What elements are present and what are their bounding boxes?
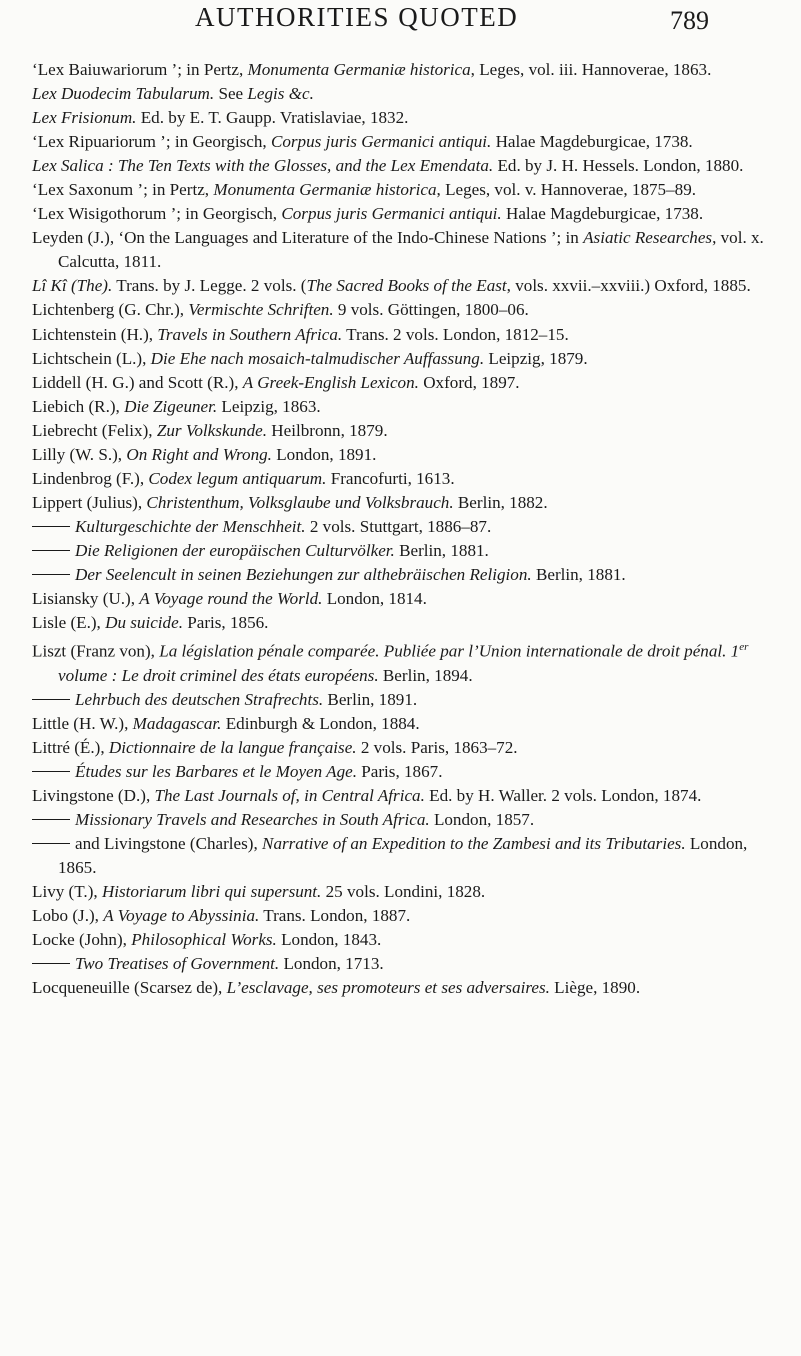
page-number: 789 (670, 6, 709, 35)
bibliography-entry (32, 904, 780, 928)
entry-italic-text: A Greek-English Lexicon. (242, 372, 419, 392)
entry-italic-text: Lî Kî (The). (32, 276, 113, 296)
entry-text: Liebrecht (Felix), (32, 420, 157, 440)
entry-text: Leipzig, 1879. (484, 348, 588, 368)
running-head (0, 2, 801, 42)
bibliography-entry (32, 395, 780, 419)
bibliography-list (32, 58, 780, 1001)
entry-text: Berlin, 1881. (394, 540, 489, 560)
bibliography-entry (32, 880, 780, 904)
entry-italic-text: Christenthum, Volksglaube und Volksbrauch. (146, 492, 454, 512)
entry-text: Berlin, 1894. (378, 665, 473, 685)
bibliography-entry (32, 539, 780, 563)
bibliography-entry (32, 736, 780, 760)
entry-italic-text: The Last Journals of, in Central Africa. (154, 786, 425, 806)
entry-text: Berlin, 1881. (531, 564, 626, 584)
entry-text: Liège, 1890. (549, 978, 641, 998)
entry-text: Paris, 1856. (182, 613, 269, 633)
entry-text: Lichtenstein (H.), (32, 324, 158, 344)
entry-text: Livingstone (D.), (32, 786, 155, 806)
entry-text: Lobo (J.), (32, 906, 104, 926)
entry-italic-text: Die Ehe nach mosaich-talmudischer Auffassung. (150, 348, 485, 368)
entry-italic-text: Die Religionen der europäischen Culturvölker. (75, 540, 395, 560)
entry-text: Oxford, 1897. (418, 372, 520, 392)
entry-text: Ed. by H. Waller. 2 vols. London, 1874. (424, 786, 702, 806)
bibliography-entry (32, 712, 780, 736)
bibliography-entry (32, 154, 780, 178)
entry-text: Heilbronn, 1879. (267, 420, 388, 440)
entry-text: Livy (T.), (32, 882, 102, 902)
bibliography-entry (32, 347, 780, 371)
entry-text: Lisle (E.), (32, 613, 106, 633)
entry-text: , Leges, vol. v. Hannoverae, 1875–89. (436, 180, 697, 200)
entry-italic-text: Du suicide. (105, 613, 183, 633)
entry-text: Leipzig, 1863. (217, 396, 321, 416)
entry-italic-text: Travels in Southern Africa. (157, 324, 343, 344)
entry-italic-text: Narrative of an Expedition to the Zambesi and its Tributaries. (262, 834, 686, 854)
bibliography-entry (32, 419, 780, 443)
entry-italic-text: Philosophical Works. (131, 930, 277, 950)
entry-italic-text: L’esclavage, ses promoteurs et ses adversaires. (226, 978, 550, 998)
entry-text: London, 1814. (322, 589, 427, 609)
entry-italic-text: A Voyage to Abyssinia. (103, 906, 260, 926)
entry-italic-text: Two Treatises of Government. (75, 954, 280, 974)
bibliography-entry (32, 371, 780, 395)
entry-text: Leyden (J.), ‘On the Languages and Literature of the Indo-Chinese Nations ’; in (32, 228, 584, 248)
bibliography-entry (32, 688, 780, 712)
entry-text: See (214, 84, 248, 104)
entry-italic-text: A Voyage round the World. (139, 589, 323, 609)
entry-italic-text: On Right and Wrong. (126, 444, 272, 464)
bibliography-entry (32, 226, 780, 274)
entry-italic-text: Lex Salica : The Ten Texts with the Glosses, and the Lex Emendata. (32, 156, 494, 176)
entry-text: Trans. London, 1887. (259, 906, 411, 926)
ditto-dash (32, 843, 70, 844)
entry-text: Ed. by E. T. Gaupp. Vratislaviae, 1832. (136, 108, 409, 128)
entry-text: , vol. x. Calcutta, 1811. (58, 228, 764, 272)
entry-italic-text: volume : Le droit criminel des états européens. (58, 665, 379, 685)
bibliography-entry (32, 298, 780, 322)
entry-text: Lilly (W. S.), (32, 444, 127, 464)
entry-text: London, 1713. (279, 954, 384, 974)
entry-text: Lichtschein (L.), (32, 348, 151, 368)
entry-text: Little (H. W.), (32, 713, 133, 733)
entry-italic-text: Der Seelencult in seinen Beziehungen zur althebräischen Religion. (75, 564, 532, 584)
entry-text: Lichtenberg (G. Chr.), (32, 300, 189, 320)
bibliography-entry (32, 515, 780, 539)
bibliography-entry (32, 323, 780, 347)
entry-text: Liebich (R.), (32, 396, 125, 416)
ditto-dash (32, 550, 70, 551)
bibliography-entry (32, 467, 780, 491)
entry-text: Liddell (H. G.) and Scott (R.), (32, 372, 243, 392)
entry-italic-text: Dictionnaire de la langue française. (108, 738, 357, 757)
bibliography-entry (32, 130, 780, 154)
entry-italic-text: Zur Volkskunde. (156, 420, 267, 440)
bibliography-entry (32, 760, 780, 784)
bibliography-entry (32, 928, 780, 952)
entry-italic-text: Corpus juris Germanici antiqui. (281, 204, 502, 224)
entry-italic-text: Die Zigeuner. (124, 396, 218, 416)
entry-italic-text: Vermischte Schriften. (188, 300, 334, 320)
entry-text: Berlin, 1882. (453, 492, 548, 512)
bibliography-entry (32, 178, 780, 202)
bibliography-entry (32, 274, 780, 298)
bibliography-entry (32, 952, 780, 976)
entry-text: ‘Lex Wisigothorum ’; in Georgisch, (32, 204, 282, 224)
entry-text: Lippert (Julius), (32, 492, 147, 512)
bibliography-entry (32, 635, 780, 688)
bibliography-entry (32, 784, 780, 808)
bibliography-entry (32, 58, 780, 82)
entry-text: 25 vols. Londini, 1828. (321, 882, 486, 902)
entry-text: Ed. by J. H. Hessels. London, 1880. (493, 156, 744, 176)
entry-italic-text: Asiatic Researches (583, 228, 713, 248)
entry-text: Trans. 2 vols. London, 1812–15. (342, 324, 569, 344)
entry-italic-text: La législation pénale comparée. Publiée par l’Union internationale de droit pénal. 1 (159, 641, 740, 661)
entry-italic-text: Missionary Travels and Researches in South Africa. (75, 810, 430, 830)
entry-italic-text: Historiarum libri qui supersunt. (101, 882, 322, 902)
ditto-dash (32, 574, 70, 575)
bibliography-entry (32, 202, 780, 226)
entry-italic-text: Madagascar. (132, 713, 222, 733)
entry-text: Edinburgh & London, 1884. (221, 713, 420, 733)
entry-text: Liszt (Franz von), (32, 641, 160, 661)
entry-text: Paris, 1867. (357, 762, 443, 782)
bibliography-entry (32, 587, 780, 611)
entry-italic-text: Legis &c. (247, 84, 314, 104)
entry-text: ‘Lex Saxonum ’; in Pertz, (32, 180, 214, 200)
entry-text: Littré (É.), (32, 738, 109, 757)
entry-italic-text: Kulturgeschichte der Menschheit. (75, 516, 306, 536)
ditto-dash (32, 526, 70, 527)
entry-italic-text: Études sur les Barbares et le Moyen Age. (75, 762, 357, 782)
bibliography-entry (32, 808, 780, 832)
bibliography-entry (32, 563, 780, 587)
entry-text: Lindenbrog (F.), (32, 468, 149, 488)
bibliography-entry (32, 832, 780, 880)
superscript (739, 641, 748, 653)
entry-text: Locke (John), (32, 930, 132, 950)
bibliography-entry (32, 976, 780, 1000)
entry-text: Berlin, 1891. (323, 689, 418, 709)
entry-text: London, 1865. (58, 834, 748, 878)
entry-text: , vols. xxvii.–xxviii.) Oxford, 1885. (506, 276, 751, 296)
entry-italic-text: Lex Duodecim Tabularum. (32, 84, 215, 104)
entry-italic-text: The Sacred Books of the East (306, 276, 507, 296)
entry-italic-text: Monumenta Germaniæ historica (247, 60, 471, 79)
entry-text: London, 1843. (276, 930, 382, 950)
bibliography-entry (32, 106, 780, 130)
entry-text: 2 vols. Stuttgart, 1886–87. (305, 516, 492, 536)
entry-italic-text: Lehrbuch des deutschen Strafrechts. (75, 689, 324, 709)
entry-italic-text: er (739, 641, 749, 654)
entry-text: Halae Magdeburgicae, 1738. (501, 204, 704, 224)
entry-text: Lisiansky (U.), (32, 589, 140, 609)
ditto-dash (32, 819, 70, 820)
ditto-dash (32, 699, 70, 700)
entry-italic-text: Codex legum antiquarum. (148, 468, 327, 488)
entry-italic-text: Monumenta Germaniæ historica (213, 180, 437, 200)
bibliography-entry (32, 82, 780, 106)
entry-italic-text: Corpus juris Germanici antiqui. (270, 132, 492, 152)
ditto-dash (32, 963, 70, 964)
entry-text: Halae Magdeburgicae, 1738. (491, 132, 693, 152)
entry-text: ‘Lex Ripuariorum ’; in Georgisch, (32, 132, 271, 152)
entry-text: Trans. by J. Legge. 2 vols. ( (112, 276, 307, 296)
page-title: AUTHORITIES QUOTED (195, 2, 519, 32)
entry-text: Locqueneuille (Scarsez de), (32, 978, 227, 998)
entry-text: , Leges, vol. iii. Hannoverae, 1863. (470, 60, 712, 79)
entry-text: London, 1857. (429, 810, 535, 830)
entry-text: Francofurti, 1613. (326, 468, 455, 488)
entry-italic-text: Lex Frisionum. (32, 108, 137, 128)
entry-text: 9 vols. Göttingen, 1800–06. (333, 300, 529, 320)
entry-text: ‘Lex Baiuwariorum ’; in Pertz, (32, 60, 248, 79)
ditto-dash (32, 771, 70, 772)
entry-text: 2 vols. Paris, 1863–72. (356, 738, 518, 757)
entry-text: and Livingstone (Charles), (75, 834, 263, 854)
bibliography-entry (32, 491, 780, 515)
bibliography-entry (32, 443, 780, 467)
entry-text: London, 1891. (271, 444, 377, 464)
bibliography-entry (32, 611, 780, 635)
